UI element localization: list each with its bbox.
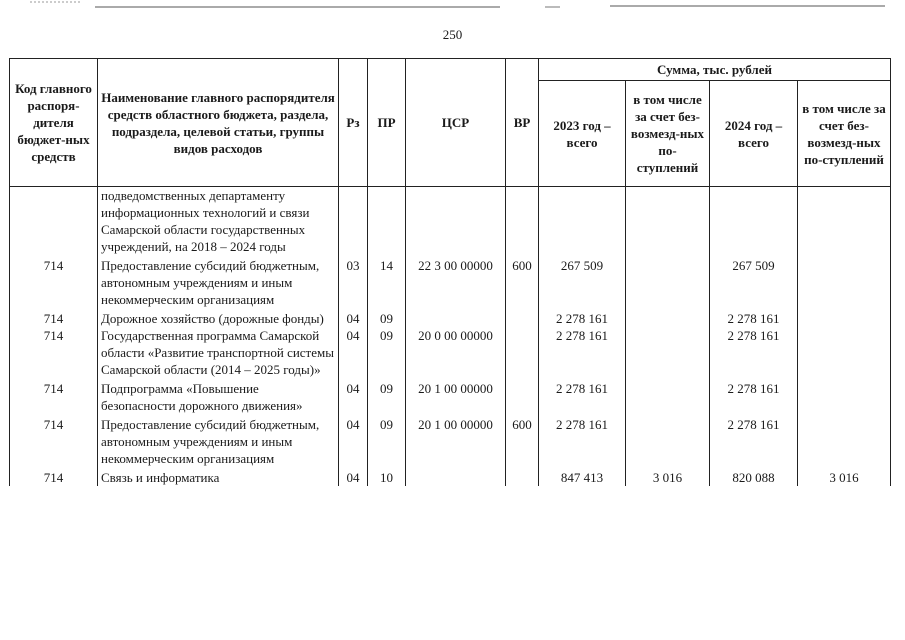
- cell-y2024-total: 2 278 161: [710, 310, 798, 327]
- header-name: Наименование главного распорядителя средств областного бюджета, раздела, подраздела, целевой статьи, группы видов расходов: [98, 59, 339, 187]
- table-row: [10, 416, 891, 469]
- cell-y2024-total: [710, 187, 798, 258]
- cell-y2024-total: 267 509: [710, 257, 798, 310]
- cell-rz: [339, 187, 368, 258]
- cell-code: 714: [10, 257, 98, 310]
- header-csr: ЦСР: [406, 59, 506, 187]
- table-row: [10, 380, 891, 416]
- header-2023-gratis: в том числе за счет без-возмезд-ных по-ступлений: [626, 81, 710, 187]
- cell-y2024-gratis: 3 016: [798, 469, 891, 486]
- table-row: [10, 257, 891, 310]
- cell-y2024-gratis: [798, 327, 891, 380]
- cell-y2023-total: 267 509: [539, 257, 626, 310]
- cell-y2023-total: 847 413: [539, 469, 626, 486]
- cell-y2023-total: [539, 187, 626, 258]
- table-row: [10, 187, 891, 258]
- header-pr: ПР: [368, 59, 406, 187]
- cell-code: 714: [10, 380, 98, 416]
- header-2024-total: 2024 год – всего: [710, 81, 798, 187]
- table-header: [10, 59, 891, 187]
- cell-y2023-gratis: [626, 416, 710, 469]
- cell-code: 714: [10, 416, 98, 469]
- cell-pr: 09: [368, 327, 406, 380]
- cell-pr: 10: [368, 469, 406, 486]
- cell-y2023-gratis: 3 016: [626, 469, 710, 486]
- cell-y2023-gratis: [626, 187, 710, 258]
- cell-code: 714: [10, 310, 98, 327]
- cell-y2024-total: 820 088: [710, 469, 798, 486]
- budget-table: [9, 58, 891, 486]
- cell-rz: 04: [339, 469, 368, 486]
- cell-y2023-gratis: [626, 257, 710, 310]
- cell-vr: [506, 327, 539, 380]
- cell-y2023-total: 2 278 161: [539, 327, 626, 380]
- cell-rz: 04: [339, 416, 368, 469]
- cell-name: Связь и информатика: [98, 469, 339, 486]
- cell-pr: [368, 187, 406, 258]
- cell-pr: 09: [368, 310, 406, 327]
- cell-csr: 20 0 00 00000: [406, 327, 506, 380]
- cell-csr: 20 1 00 00000: [406, 380, 506, 416]
- cell-csr: [406, 187, 506, 258]
- header-sum-group: Сумма, тыс. рублей: [539, 59, 891, 81]
- cell-pr: 14: [368, 257, 406, 310]
- cell-name: Подпрограмма «Повышение безопасности дорожного движения»: [98, 380, 339, 416]
- cell-pr: 09: [368, 416, 406, 469]
- cell-vr: [506, 469, 539, 486]
- cell-y2023-total: 2 278 161: [539, 380, 626, 416]
- cell-csr: [406, 310, 506, 327]
- cell-vr: [506, 310, 539, 327]
- cell-code: 714: [10, 469, 98, 486]
- cell-name: подведомственных департаменту информационных технологий и связи Самарской области государственных учреждений, на 2018 – 2024 годы: [98, 187, 339, 258]
- header-2024-gratis: в том числе за счет без-возмезд-ных по-ступлений: [798, 81, 891, 187]
- cell-vr: [506, 380, 539, 416]
- cell-csr: [406, 469, 506, 486]
- table-body: [10, 187, 891, 487]
- cell-code: 714: [10, 327, 98, 380]
- table-row: [10, 469, 891, 486]
- header-code: Код главного распоря-дителя бюджет-ных средств: [10, 59, 98, 187]
- cell-y2023-gratis: [626, 380, 710, 416]
- cell-name: Предоставление субсидий бюджетным, автономным учреждениям и иным некоммерческим организациям: [98, 257, 339, 310]
- cell-y2024-total: 2 278 161: [710, 416, 798, 469]
- cell-rz: 04: [339, 310, 368, 327]
- cell-csr: 20 1 00 00000: [406, 416, 506, 469]
- cell-y2023-gratis: [626, 327, 710, 380]
- cell-y2023-total: 2 278 161: [539, 310, 626, 327]
- cell-name: Предоставление субсидий бюджетным, автономным учреждениям и иным некоммерческим организациям: [98, 416, 339, 469]
- table-row: [10, 310, 891, 327]
- table-row: [10, 327, 891, 380]
- cell-name: Дорожное хозяйство (дорожные фонды): [98, 310, 339, 327]
- cell-rz: 04: [339, 380, 368, 416]
- cell-vr: 600: [506, 257, 539, 310]
- header-2023-total: 2023 год – всего: [539, 81, 626, 187]
- cell-y2024-gratis: [798, 187, 891, 258]
- cell-y2024-gratis: [798, 257, 891, 310]
- cell-csr: 22 3 00 00000: [406, 257, 506, 310]
- cell-y2024-gratis: [798, 310, 891, 327]
- cell-y2024-gratis: [798, 380, 891, 416]
- header-rz: Рз: [339, 59, 368, 187]
- scan-artifacts: [0, 0, 905, 12]
- cell-y2024-total: 2 278 161: [710, 327, 798, 380]
- header-vr: ВР: [506, 59, 539, 187]
- cell-y2023-total: 2 278 161: [539, 416, 626, 469]
- cell-vr: [506, 187, 539, 258]
- cell-pr: 09: [368, 380, 406, 416]
- cell-y2024-total: 2 278 161: [710, 380, 798, 416]
- cell-y2023-gratis: [626, 310, 710, 327]
- cell-code: [10, 187, 98, 258]
- cell-rz: 04: [339, 327, 368, 380]
- cell-vr: 600: [506, 416, 539, 469]
- page-number: 250: [442, 27, 463, 42]
- cell-name: Государственная программа Самарской области «Развитие транспортной системы Самарской области (2014 – 2025 годы)»: [98, 327, 339, 380]
- cell-rz: 03: [339, 257, 368, 310]
- cell-y2024-gratis: [798, 416, 891, 469]
